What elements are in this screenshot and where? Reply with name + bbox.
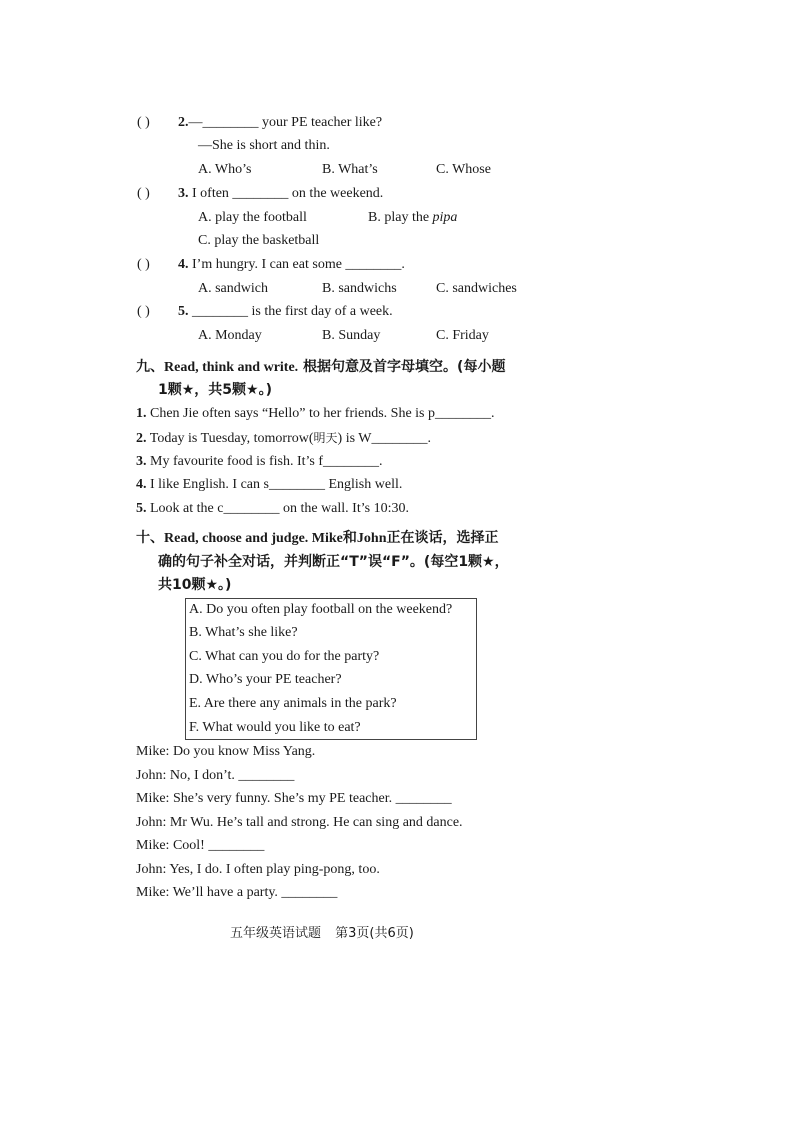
section-10-heading: 十、Read, choose and judge. Mike和John正在谈话，选择正 <box>136 530 499 546</box>
option-a: A. Monday <box>198 328 262 343</box>
choice-b: B. What’s she like? <box>189 625 298 640</box>
question-stem: —________ your PE teacher like? <box>188 115 383 130</box>
option-a: A. Who’s <box>198 162 252 177</box>
section-10-heading-line3: 共10颗★。) <box>158 577 232 593</box>
option-c: C. Whose <box>436 162 491 177</box>
question-4 <box>178 256 405 274</box>
question-5 <box>178 303 393 321</box>
fill-item-4: 4. I like English. I can s________ English well. <box>136 477 403 492</box>
choice-a: A. Do you often play football on the weekend? <box>189 602 453 617</box>
option-a: A. sandwich <box>198 281 268 296</box>
section-9-heading-line2: 1颗★，共5颗★。) <box>158 382 272 398</box>
fill-item-5: 5. Look at the c________ on the wall. It’s 10:30. <box>136 501 409 516</box>
footer-title: 五年级英语试题 <box>230 926 322 941</box>
choices-box <box>185 598 477 740</box>
choice-c: C. What can you do for the party? <box>189 649 380 664</box>
answer-paren[interactable]: ( ) <box>137 115 150 130</box>
dialogue-line: John: Yes, I do. I often play ping-pong, too. <box>136 862 380 877</box>
section-9-heading: 九、Read, think and write. 根据句意及首字母填空。(每小题 <box>136 359 506 375</box>
question-number: 5. <box>178 304 189 319</box>
dialogue-line: Mike: Do you know Miss Yang. <box>136 744 316 759</box>
option-c: C. sandwiches <box>436 281 517 296</box>
option-b-italic: pipa <box>432 210 458 225</box>
option-b-text: B. play the <box>368 210 433 225</box>
dialogue-line: John: No, I don’t. ________ <box>136 768 295 783</box>
dialogue-line: Mike: Cool! ________ <box>136 838 265 853</box>
question-number: 4. <box>178 257 189 272</box>
question-stem: I’m hungry. I can eat some ________. <box>192 257 405 272</box>
footer-page-number: 第3页(共6页) <box>335 926 414 941</box>
option-c: C. Friday <box>436 328 489 343</box>
question-number: 3. <box>178 186 189 201</box>
dialogue-line: Mike: We’ll have a party. ________ <box>136 885 338 900</box>
question-stem: ________ is the first day of a week. <box>192 304 393 319</box>
choice-d: D. Who’s your PE teacher? <box>189 672 342 687</box>
option-b: B. What’s <box>322 162 378 177</box>
option-a: A. play the football <box>198 210 307 225</box>
fill-item-1: 1. Chen Jie often says “Hello” to her friends. She is p________. <box>136 406 495 421</box>
option-b: B. sandwichs <box>322 281 397 296</box>
fill-item-2: 2. Today is Tuesday, tomorrow(明天) is W________. <box>136 431 432 446</box>
question-number: 2. <box>178 115 189 130</box>
choice-f: F. What would you like to eat? <box>189 720 361 735</box>
choice-e: E. Are there any animals in the park? <box>189 696 397 711</box>
answer-paren[interactable]: ( ) <box>137 304 150 319</box>
answer-paren[interactable]: ( ) <box>137 186 150 201</box>
fill-item-3: 3. My favourite food is fish. It’s f________. <box>136 454 383 469</box>
dialogue-line: Mike: She’s very funny. She’s my PE teacher. ________ <box>136 791 452 806</box>
answer-paren[interactable]: ( ) <box>137 257 150 272</box>
page-footer <box>230 922 424 941</box>
section-10-heading-line2: 确的句子补全对话，并判断正“T”误“F”。(每空1颗★， <box>158 554 509 570</box>
question-3 <box>178 185 383 203</box>
question-stem: I often ________ on the weekend. <box>192 186 384 201</box>
option-b: B. Sunday <box>322 328 381 343</box>
question-2 <box>178 114 382 132</box>
dialogue-line: John: Mr Wu. He’s tall and strong. He can sing and dance. <box>136 815 463 830</box>
option-c: C. play the basketball <box>198 233 320 248</box>
option-b <box>368 209 457 227</box>
question-reply: —She is short and thin. <box>198 138 330 153</box>
